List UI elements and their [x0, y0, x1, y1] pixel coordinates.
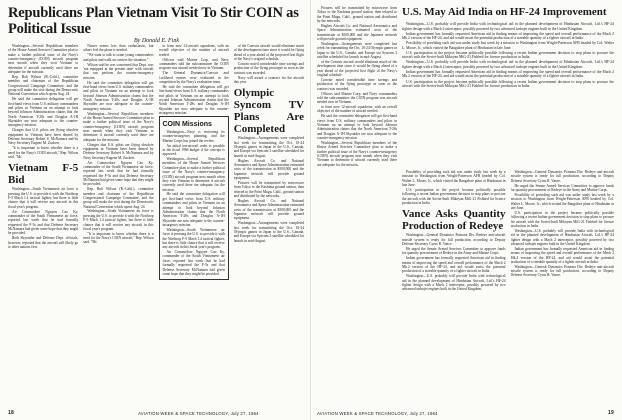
paragraph: Indian government has formally requested American aid in finding means of improving the speed and overall performance of the Mach 2 Mk.2 version of the HF-24, and aid would assist the potential production of a sizeable quantity of a fighter aircraft in India.: [402, 69, 614, 79]
us-aid-article: [402, 6, 614, 18]
right-continued-body: [317, 6, 397, 404]
running-footer: AVIATION WEEK & SPACE TECHNOLOGY, July 27, 1964: [317, 411, 438, 416]
paragraph: Possibility of providing such aid was under study last week by a mission to Washington from Wright-Patterson AFB headed by Col. Walter L. Moore, Jr., which visited the Bangalore plant of Hindustan in late June.: [402, 170, 506, 188]
paragraph: Washington—Arrangements were completed last week for transmitting the Oct. 10-24 Olympic games in Japan to the U.S., Canada, and Europe via Syncom 3 satellite scheduled for launch in mid-August.: [233, 136, 304, 158]
paragraph: Air Commodore Nguyen Cao Ky, commander of the South Vietnamese air force, reported last week that he had formally requested the F-5s and that Defense Secretary McNamara had given some hope that they might be provided.: [162, 250, 225, 276]
lower-column-2: [511, 170, 615, 404]
paragraph: to form now 12-aircraft squadrons, with an overall objective of the number of aircraft needed.: [317, 105, 397, 114]
paragraph: Washington—Arrangements were completed last week for transmitting the Oct. 10-24 Olympic games in Japan to the U.S., Canada, and Europe via Syncom 3 satellite scheduled for launch in mid-August.: [233, 221, 304, 243]
paragraph: of the Convair aircraft would eliminate much of the development time since it would be flying ahead of a year ahead of the projected first flight of the Navy's original schedule.: [317, 59, 397, 77]
paragraph: Hughes Aircraft Co. and National Aeronautics and Space Administration estimated costs of the transmission at $500,000 and the Japanese network will provide ground equipment.: [233, 158, 304, 180]
paragraph: Rep. Bob Wilson (R.-Calif.), committee member and chairman of the Republican Congressional Campaign Committee, and the group will make the visit during the Democratic National Convention which opens Aug. 24.: [8, 75, 79, 97]
vance-headline: Vance Asks Quantity Production of Redeye: [402, 208, 506, 233]
paragraph: Possibility of providing such aid was under study last week by a mission to Washington from Wright-Patterson AFB headed by Col. Walter L. Moore, Jr., which visited the Bangalore plant of Hindustan in late June.: [510, 192, 614, 210]
us-aid-column: [402, 22, 614, 162]
paragraph: Wilson said he was concerned that Dept. was 'not equipped at the present time' with aircraft that can perform the counter-insurgency mission.: [83, 62, 154, 80]
paragraph: He said the committee delegation will get first-hand views from U.S. military commanders and pilots in Vietnam on an attempt to look beyond Johnson Administration claims that the North American T-28s and Douglas A-1H Skyraider are now adequate to the counter-insurgency mission.: [162, 192, 225, 227]
paragraph: He said the committee delegation will get first-hand views from U.S. military commanders and pilots in Vietnam on an attempt to look beyond Johnson Administration claims that the North American T-28s and Douglas A-1H Skyraider are now adequate to the counter-insurgency mission.: [83, 80, 154, 111]
paragraph: U.S. participation in the project became politically possible following a recent Indian government decision to stop plans to procure the aircraft with the Soviet-built Mikoyan MiG-21 Fishbed for licence production in India.: [402, 187, 506, 205]
paragraph: Charges that U.S. pilots are flying obsolete equipment in Vietnam have been denied by Defense Secretary Robert S. McNamara and by Navy Secretary Eugene M. Zuckert.: [8, 128, 79, 146]
paragraph: Washington—Several Republican members of the House Armed Services Committee plan to make a further political issue of the Navy's counter-insurgency (COIN) aircraft program next month when they visit Vietnam to determine if aircraft currently used there are adequate for the mission.: [162, 157, 225, 192]
sidebar-box: [159, 116, 229, 280]
running-footer: AVIATION WEEK & SPACE TECHNOLOGY, July 27, 1964: [138, 411, 259, 416]
paragraph: An initial ten-aircraft order is possible in the fiscal 1966 budget if the concept is approved.: [162, 143, 225, 157]
page-number: 18: [8, 410, 14, 416]
paragraph: He said the committee delegation will get first-hand views from U.S. military commanders and pilots in Vietnam on an attempt to look beyond Johnson Administration claims that the North American T-28s and Douglas A-1H Skyraider are now adequate to the counter-insurgency mission.: [158, 84, 229, 115]
paragraph: Washington—South Vietnamese air force is pressing the U.S. to provide it with the Northrop F-5 Mach 1.4 tactical fighter, but there is little chance that it will receive any aircraft in this fiscal year's program.: [8, 187, 79, 209]
column-3: [159, 44, 229, 404]
page-number: 19: [608, 410, 614, 416]
sidebar-headline: Vietnam F-5 Bid: [8, 162, 79, 187]
paragraph: Washington—U.S. probably will provide India with technological aid in the planned development of Hindustan Aircraft, Ltd.'s HF-24 fighter design with a Mach 2 interceptor, possibly powered by two advanced turbojet engines built in the United Kingdom.: [510, 228, 614, 246]
lower-column-1: [402, 170, 506, 404]
us-aid-headline: U.S. May Aid India on HF-24 Improvement: [402, 6, 607, 18]
paragraph: He urged the Senate Armed Services Committee to approve funds for quantity procurement of Redeye in the Army and Marine Corps.: [510, 183, 614, 192]
paragraph: Washington—General Dynamics Pomona Div. Redeye anti-aircraft missile system is ready for full production, according to Deputy Defense Secretary Cyrus R. Vance.: [402, 233, 506, 247]
paragraph: Washington—U.S. probably will provide India with technological aid in the planned development of Hindustan Aircraft, Ltd.'s HF-24 fighter design with a Mach 2 interceptor, possibly powered by two advanced turbojet engines built in the United Kingdom.: [402, 274, 506, 292]
paragraph: He urged the Senate Armed Services Committee to approve funds for quantity procurement of Redeye in the Army and Marine Corps.: [402, 246, 506, 256]
column-4: [234, 44, 304, 404]
paragraph: Washington—South Vietnamese air force is pressing the U.S. to provide it with the Northrop F-5 Mach 1.4 tactical fighter, but there is little chance that it will receive any aircraft in this fiscal year's program.: [162, 227, 225, 250]
paragraph: "It is important to know whether there is a need for the Navy's COIN aircraft," Rep. Wilson said. "Mr.: [83, 231, 154, 245]
paragraph: Washington—Arrangements were completed last week for transmitting the Oct. 10-24 Olympic games in Japan to the U.S., Canada, and Europe via Syncom 3 satellite scheduled for launch in mid-August.: [317, 41, 397, 59]
paragraph: Rep. Bob Wilson (R.-Calif.), committee member and chairman of the Republican Congressional Campaign Committee, and the group will make the visit during the Democratic National Convention which opens Aug. 24.: [83, 187, 154, 209]
paragraph: Charges that U.S. pilots are flying obsolete equipment in Vietnam have been denied by Defense Secretary Robert S. McNamara and by Navy Secretary Eugene M. Zuckert.: [83, 142, 154, 160]
paragraph: Convair noted considerable time savings and production of the flying prototype as soon as the contract was awarded.: [317, 77, 397, 91]
paragraph: Officers said Marine Corp. and Navy commanders told the subcommittee the COIN program was aircraft needed now in Vietnam.: [158, 57, 229, 71]
paragraph: Hughes Aircraft Co. and National Aeronautics and Space Administration estimated costs of the transmission at $500,000 and the Japanese network will provide ground equipment.: [317, 23, 397, 41]
olympic-headline: Olympic Syncom TV Plans Are Completed: [233, 87, 304, 136]
paragraph: Nasser seems less than enthusiastic, but others feel the plane is needed.: [83, 44, 154, 53]
right-lower-body: [402, 170, 614, 404]
sidebar-box-headline: COIN Missions: [162, 120, 212, 128]
paragraph: Washington—General Dynamics Pomona Div. Redeye anti-aircraft missile system is ready for full production, according to Deputy Defense Secretary Cyrus R. Vance.: [510, 170, 614, 183]
paragraph: Pictures will be transmitted by microwave from Tokyo to the Kashima ground station, then relayed to the Point Mugu, Calif., ground station and distributed by the networks.: [233, 180, 304, 198]
paragraph: to form now 12-aircraft squadrons, with an overall objective of the number of aircraft needed.: [158, 44, 229, 57]
paragraph: Washington—General Dynamics Pomona Div. Redeye anti-aircraft missile system is ready for full production, according to Deputy Defense Secretary Cyrus R. Vance.: [510, 264, 614, 278]
paragraph: Both Skyraider and Defense Dept. officials, however, reported that the aircraft will likely go to other nations first.: [8, 236, 79, 249]
paragraph: Washington—U.S. probably will provide India with technological aid in the planned development of Hindustan Aircraft, Ltd.'s HF-24 fighter design with a Mach 2 interceptor, possibly powered by two advanced turbojet engines built in the United Kingdom.: [402, 60, 614, 69]
paragraph: Washington—U.S. probably will provide India with technological aid in the planned development of Hindustan Aircraft, Ltd.'s HF-24 fighter design with a Mach 2 interceptor, possibly powered by two advanced turbojet engines built in the United Kingdom.: [402, 22, 614, 31]
paragraph: U.S. participation in the project became politically possible following a recent Indian government decision to stop plans to procure the aircraft with the Soviet-built Mikoyan MiG-21 Fishbed for licence production in India.: [510, 210, 614, 228]
paragraph: The General Dynamics/Convair and Lockheed entries were evaluated in the competition by the Navy's evaluation team.: [158, 71, 229, 84]
paragraph: U.S. participation in the project became politically possible following a recent Indian government decision to stop plans to procure the aircraft with the Soviet-built Mikoyan MiG-21 Fishbed for licence production in India.: [402, 79, 614, 89]
continued-column: [317, 6, 397, 404]
paragraph: Pictures will be transmitted by microwave from Tokyo to the Kashima ground station, then relayed to the Point Mugu, Calif., ground station and distributed by the networks.: [317, 6, 397, 24]
column-1: [8, 44, 78, 404]
paragraph: He said the committee delegation will get first-hand views from U.S. military commanders and pilots in Vietnam on an attempt to look beyond Johnson Administration claims that the North American T-28s and Douglas A-1H Skyraider are now adequate to the counter-insurgency mission.: [317, 114, 397, 141]
paragraph: of the Convair aircraft would eliminate much of the development time since it would be flying ahead of a year ahead of the projected first flight of the Navy's original schedule.: [233, 44, 304, 62]
paragraph: He said the committee delegation will get first-hand views from U.S. military commanders and pilots in Vietnam on an attempt to look beyond Johnson Administration claims that the North American T-28s and Douglas A-1H Skyraider are now adequate to the counter-insurgency mission.: [8, 97, 79, 128]
paragraph: Hughes Aircraft Co. and National Aeronautics and Space Administration estimated costs of the transmission at $500,000 and the Japanese network will provide ground equipment.: [233, 198, 304, 221]
paragraph: Washington—Several Republican members of the House Armed Services Committee plan to make a further political issue of the Navy's counter-insurgency (COIN) aircraft program next month when they visit Vietnam to determine if aircraft currently used there are adequate for the mission.: [83, 111, 154, 142]
paragraph: Officers said Marine Corp. and Navy commanders told the subcommittee the COIN program was aircraft needed now in Vietnam.: [317, 91, 397, 105]
paragraph: "It is important to know whether there is a need for the Navy's COIN aircraft," Rep. Wilson said. "Mr.: [8, 146, 79, 159]
column-2: [83, 44, 153, 404]
us-aid-body: [402, 22, 614, 162]
paragraph: Navy will award a contract for the aircraft this year.: [233, 75, 304, 84]
paragraph: U.S. participation in the project became politically possible following a recent Indian government decision to stop plans to procure the aircraft with the Soviet-built Mikoyan MiG-21 Fishbed for licence production in India.: [402, 50, 614, 60]
paragraph: Washington—Several Republican members of the House Armed Services Committee plan to make a further political issue of the Navy's counter-insurgency (COIN) aircraft program next month when they visit Vietnam to determine if aircraft currently used there are adequate for the mission.: [8, 44, 79, 75]
paragraph: Indian government has formally requested American aid in finding means of improving the speed and overall performance of the Mach 2 Mk.2 version of the HF-24, and aid would assist the potential production of a sizeable quantity of a fighter aircraft in India.: [402, 31, 614, 41]
paragraph: Washington—Navy is reviewing its counter-insurgency planning, and the Marine Corps has joined the review.: [162, 129, 225, 143]
paragraph: Air Commodore Nguyen Cao Ky, commander of the South Vietnamese air force, reported last week that he had formally requested the F-5s and that Defense Secretary McNamara had given some hope that they might be provided.: [83, 160, 154, 187]
paragraph: Washington—Several Republican members of the House Armed Services Committee plan to make a further political issue of the Navy's counter-insurgency (COIN) aircraft program next month when they visit Vietnam to determine if aircraft currently used there are adequate for the mission.: [317, 141, 397, 167]
paragraph: "We want to talk to some young commanders and pilots and walk on carriers the situation.": [83, 53, 154, 62]
paragraph: Convair noted considerable time savings and production of the flying prototype as soon as the contract was awarded.: [233, 61, 304, 75]
paragraph: Washington—South Vietnamese air force is pressing the U.S. to provide it with the Northrop F-5 Mach 1.4 tactical fighter, but there is little chance that it will receive any aircraft in this fiscal year's program.: [83, 209, 154, 231]
paragraph: Indian government has formally requested American aid in finding means of improving the speed and overall performance of the Mach 2 Mk.2 version of the HF-24, and aid would assist the potential production of a sizeable quantity of a fighter aircraft in India.: [510, 246, 614, 264]
paragraph: Possibility of providing such aid was under study last week by a mission to Washington from Wright-Patterson AFB headed by Col. Walter L. Moore, Jr., which visited the Bangalore plant of Hindustan in late June.: [402, 41, 614, 50]
paragraph: Air Commodore Nguyen Cao Ky, commander of the South Vietnamese air force, reported last week that he had formally requested the F-5s and that Defense Secretary McNamara had given some hope that they might be provided.: [8, 209, 79, 236]
paragraph: Indian government has formally requested American aid in finding means of improving the speed and overall performance of the Mach 2 Mk.2 version of the HF-24, and aid would assist the potential production of a sizeable quantity of a fighter aircraft in India.: [402, 256, 506, 274]
article-headline: Republicans Plan Vietnam Visit To Stir COIN as Political Issue: [8, 5, 299, 37]
article-byline: By Donald E. Fink: [134, 38, 179, 44]
article-body: [8, 44, 304, 404]
